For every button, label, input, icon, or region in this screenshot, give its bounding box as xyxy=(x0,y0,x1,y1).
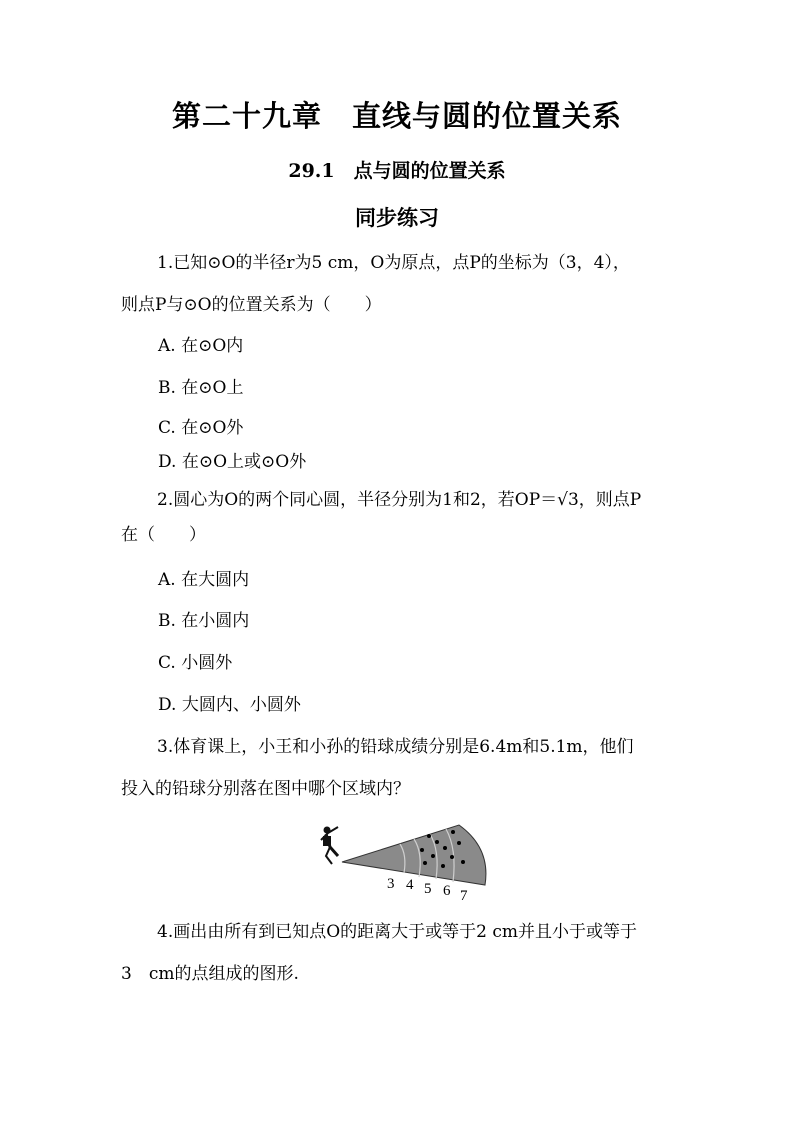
question-1-option-c: C. 在⊙O外 xyxy=(158,418,244,438)
section-title: 29.1 点与圆的位置关系 xyxy=(288,160,506,182)
distance-label-3: 3 xyxy=(387,876,395,892)
question-3-line-1: 3.体育课上，小王和小孙的铅球成绩分别是6.4m和5.1m，他们 xyxy=(157,737,634,757)
question-2-option-a: A. 在大圆内 xyxy=(158,570,250,590)
practice-title: 同步练习 xyxy=(355,205,439,230)
question-1-line-1: 1.已知⊙O的半径r为5 cm，O为原点，点P的坐标为（3，4）， xyxy=(157,253,630,273)
question-2-option-b: B. 在小圆内 xyxy=(158,611,250,631)
question-4-line-1: 4.画出由所有到已知点O的距离大于或等于2 cm并且小于或等于 xyxy=(157,922,638,942)
chapter-title: 第二十九章 直线与圆的位置关系 xyxy=(171,99,622,133)
distance-label-6: 6 xyxy=(443,883,451,899)
question-2-line-1: 2.圆心为O的两个同心圆，半径分别为1和2，若OP＝√3，则点P xyxy=(157,490,642,510)
distance-label-4: 4 xyxy=(406,877,414,893)
question-2-option-d: D. 大圆内、小圆外 xyxy=(158,695,301,715)
throwing-sector xyxy=(342,825,486,885)
question-1-line-2: 则点P与⊙O的位置关系为（ ） xyxy=(121,295,382,315)
distance-label-5: 5 xyxy=(424,881,432,897)
question-2-option-c: C. 小圆外 xyxy=(158,653,233,673)
question-1-option-a: A. 在⊙O内 xyxy=(158,336,244,356)
distance-label-7: 7 xyxy=(460,888,468,904)
question-1-option-d: D. 在⊙O上或⊙O外 xyxy=(158,452,307,472)
question-2-line-2: 在（ ） xyxy=(121,525,206,545)
question-1-option-b: B. 在⊙O上 xyxy=(158,378,244,398)
shot-put-figure xyxy=(312,822,508,910)
question-4-line-2: 3 cm的点组成的图形. xyxy=(121,964,299,984)
athlete-figure xyxy=(321,827,338,865)
question-3-line-2: 投入的铅球分别落在图中哪个区域内？ xyxy=(121,779,410,799)
shot-put-sector-diagram xyxy=(312,822,508,906)
